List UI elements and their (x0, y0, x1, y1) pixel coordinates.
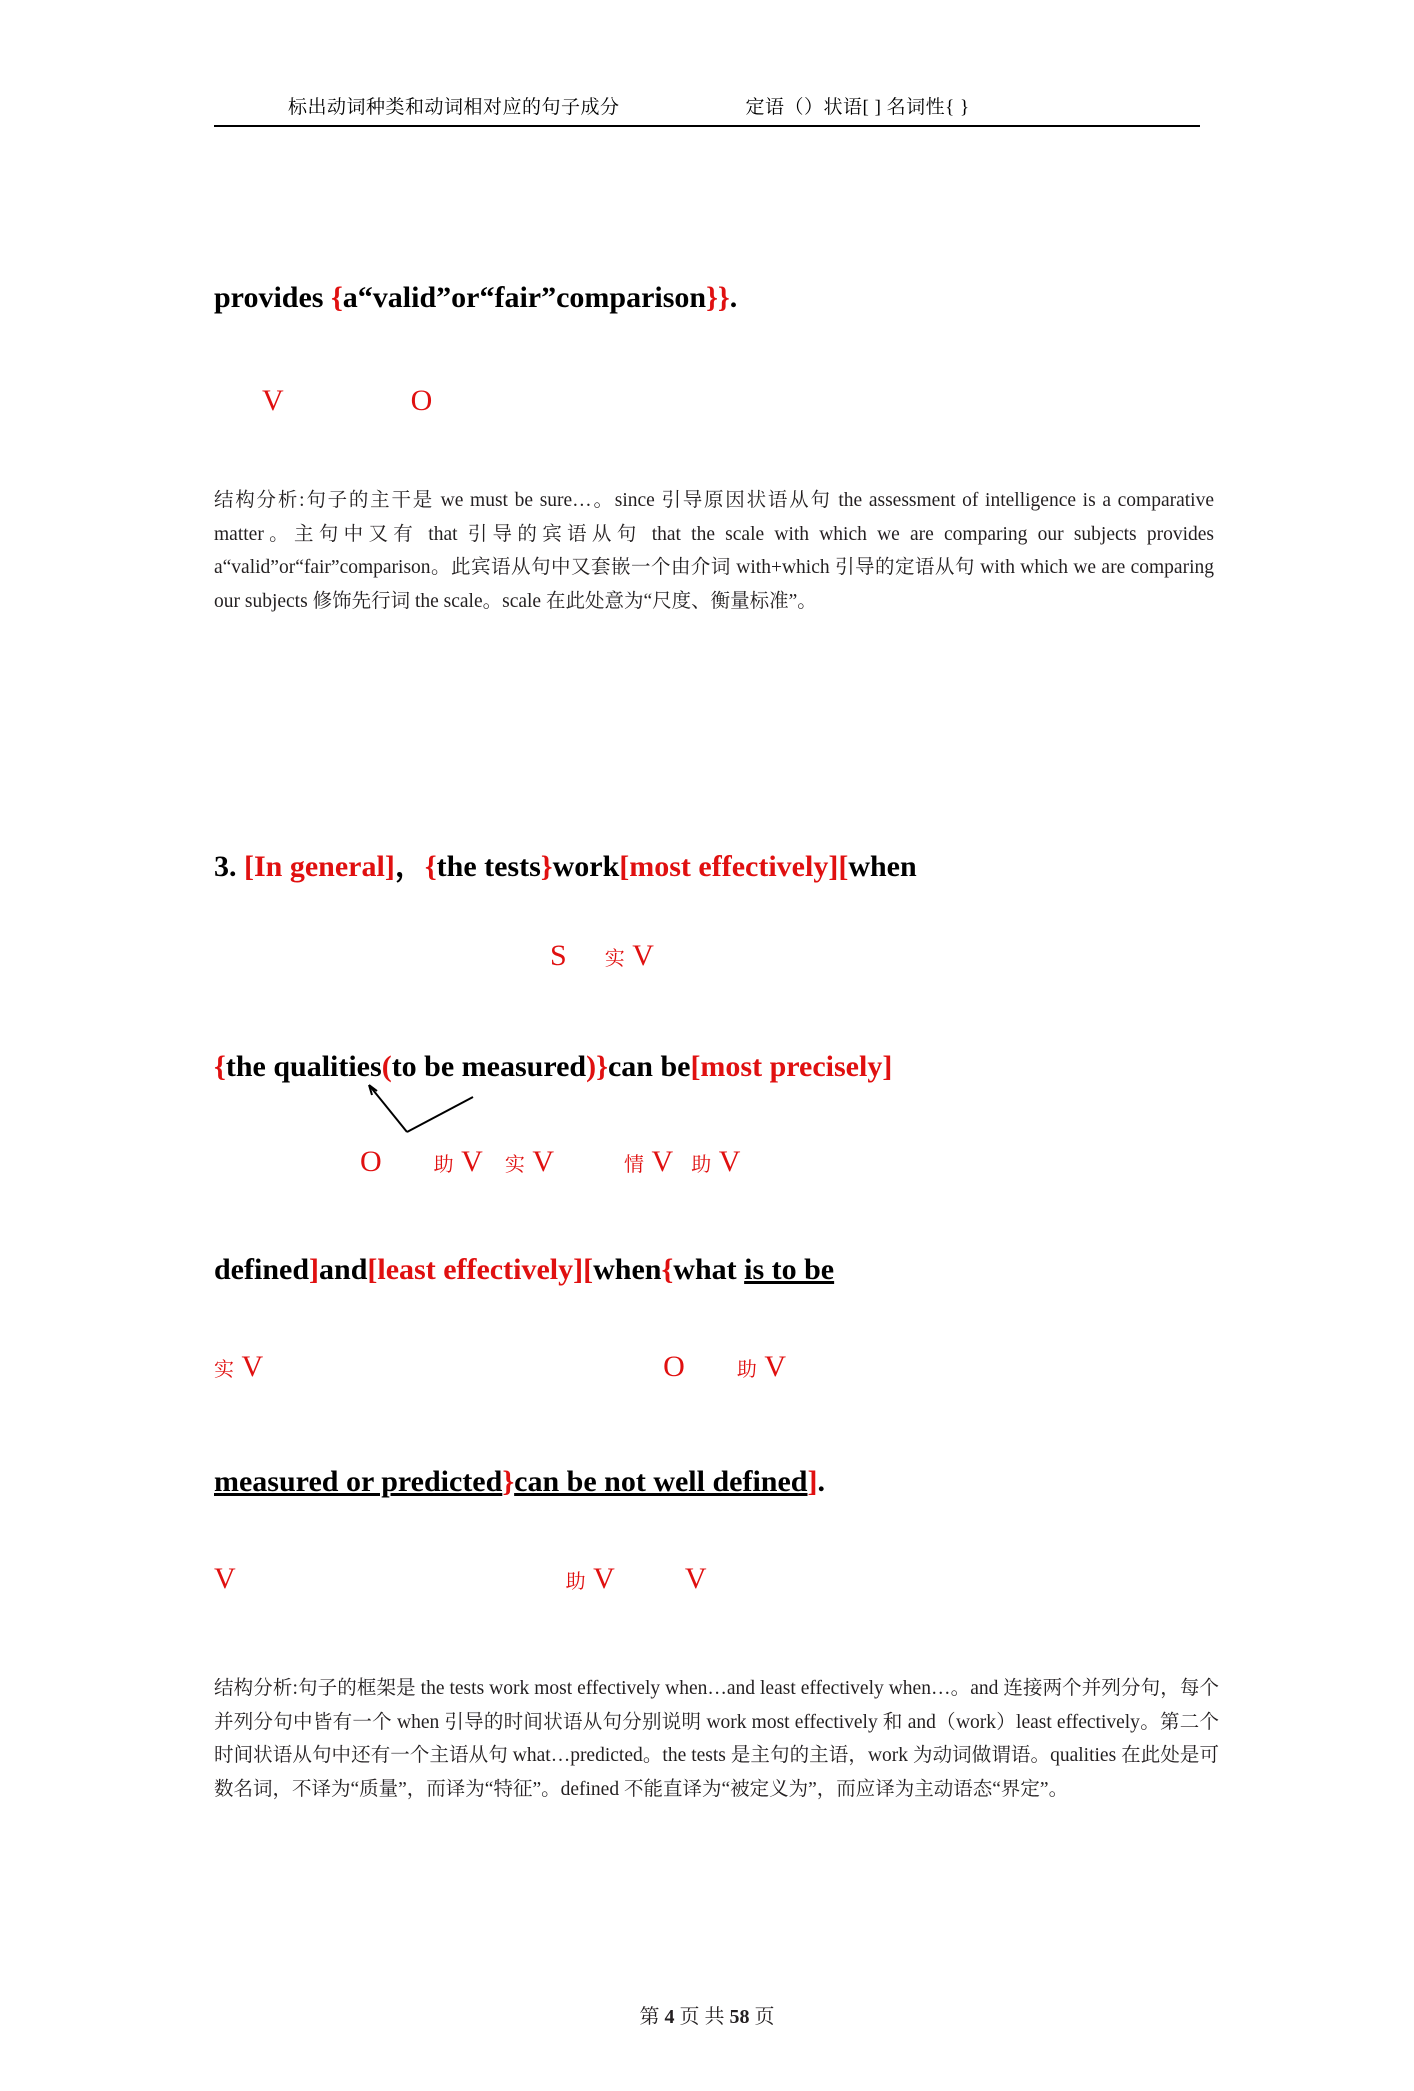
annotation-arrow-icon (355, 1077, 525, 1147)
footer-total-pages: 58 (729, 2006, 750, 2028)
page-footer (0, 2000, 1414, 2029)
block2-analysis: 结构分析:句子的框架是 the tests work most effectively when…and least effectively when…。and 连接两个并列分句，每个并列分句中皆有一个 when 引导的时间状语从句分别说明 work most effectively 和 and（work）least effectively。第二个时间状语从句中还有一个主语从句 what…predicted。the tests 是主句的主语，work 为动词做谓语。qualities 在此处是可数名词，不译为“质量”，而译为“特征”。defined 不能直译为“被定义为”，而应译为主动语态“界定”。 (214, 1678, 1219, 1800)
document-page (0, 92, 1414, 2091)
footer-page-number: 4 (664, 2006, 675, 2028)
block1-sentence (214, 278, 1214, 319)
header-right-text: 定语（）状语[ ] 名词性{ } (745, 97, 970, 118)
block2-line3: defined]and[least effectively][when{what is to be (214, 1253, 835, 1286)
item-number: 3. (214, 850, 237, 883)
block2-line3-marks: 实 V O 助 V (214, 1350, 787, 1383)
block2-line4: measured or predicted}can be not well defined]. (214, 1465, 825, 1498)
block2-line4-marks: V 助 V V (214, 1562, 707, 1595)
page-header (214, 92, 1200, 127)
footer-middle: 页 共 (679, 2006, 725, 2028)
footer-suffix: 页 (754, 2006, 775, 2028)
header-left-text: 标出动词种类和动词相对应的句子成分 (288, 97, 620, 118)
block1-marks: V O (262, 384, 433, 417)
block2-line1-marks: S 实 V (550, 939, 654, 972)
block2-line2-marks: O 助 V 实 V 情 V 助 V (360, 1145, 741, 1178)
footer-prefix: 第 (639, 2006, 660, 2028)
block2-line2: {the qualities(to be measured)}can be[most precisely] (214, 1050, 893, 1083)
block1-analysis: 结构分析:句子的主干是 we must be sure…。since 引导原因状语从句 the assessment of intelligence is a comparative matter。主句中又有 that 引导的宾语从句 that the scale with which we are comparing our subjects provides a“valid”or“fair”comparison。此宾语从句中又套嵌一个由介词 with+which 引导的定语从句 with which we are comparing our subjects 修饰先行词 the scale。scale 在此处意为“尺度、衡量标准”。 (214, 490, 1214, 612)
block2-line1: 3. [In general]，{the tests}work[most effectively][when (214, 850, 917, 883)
sentence-line: provides {a“valid”or“fair”comparison}}. (214, 281, 738, 314)
